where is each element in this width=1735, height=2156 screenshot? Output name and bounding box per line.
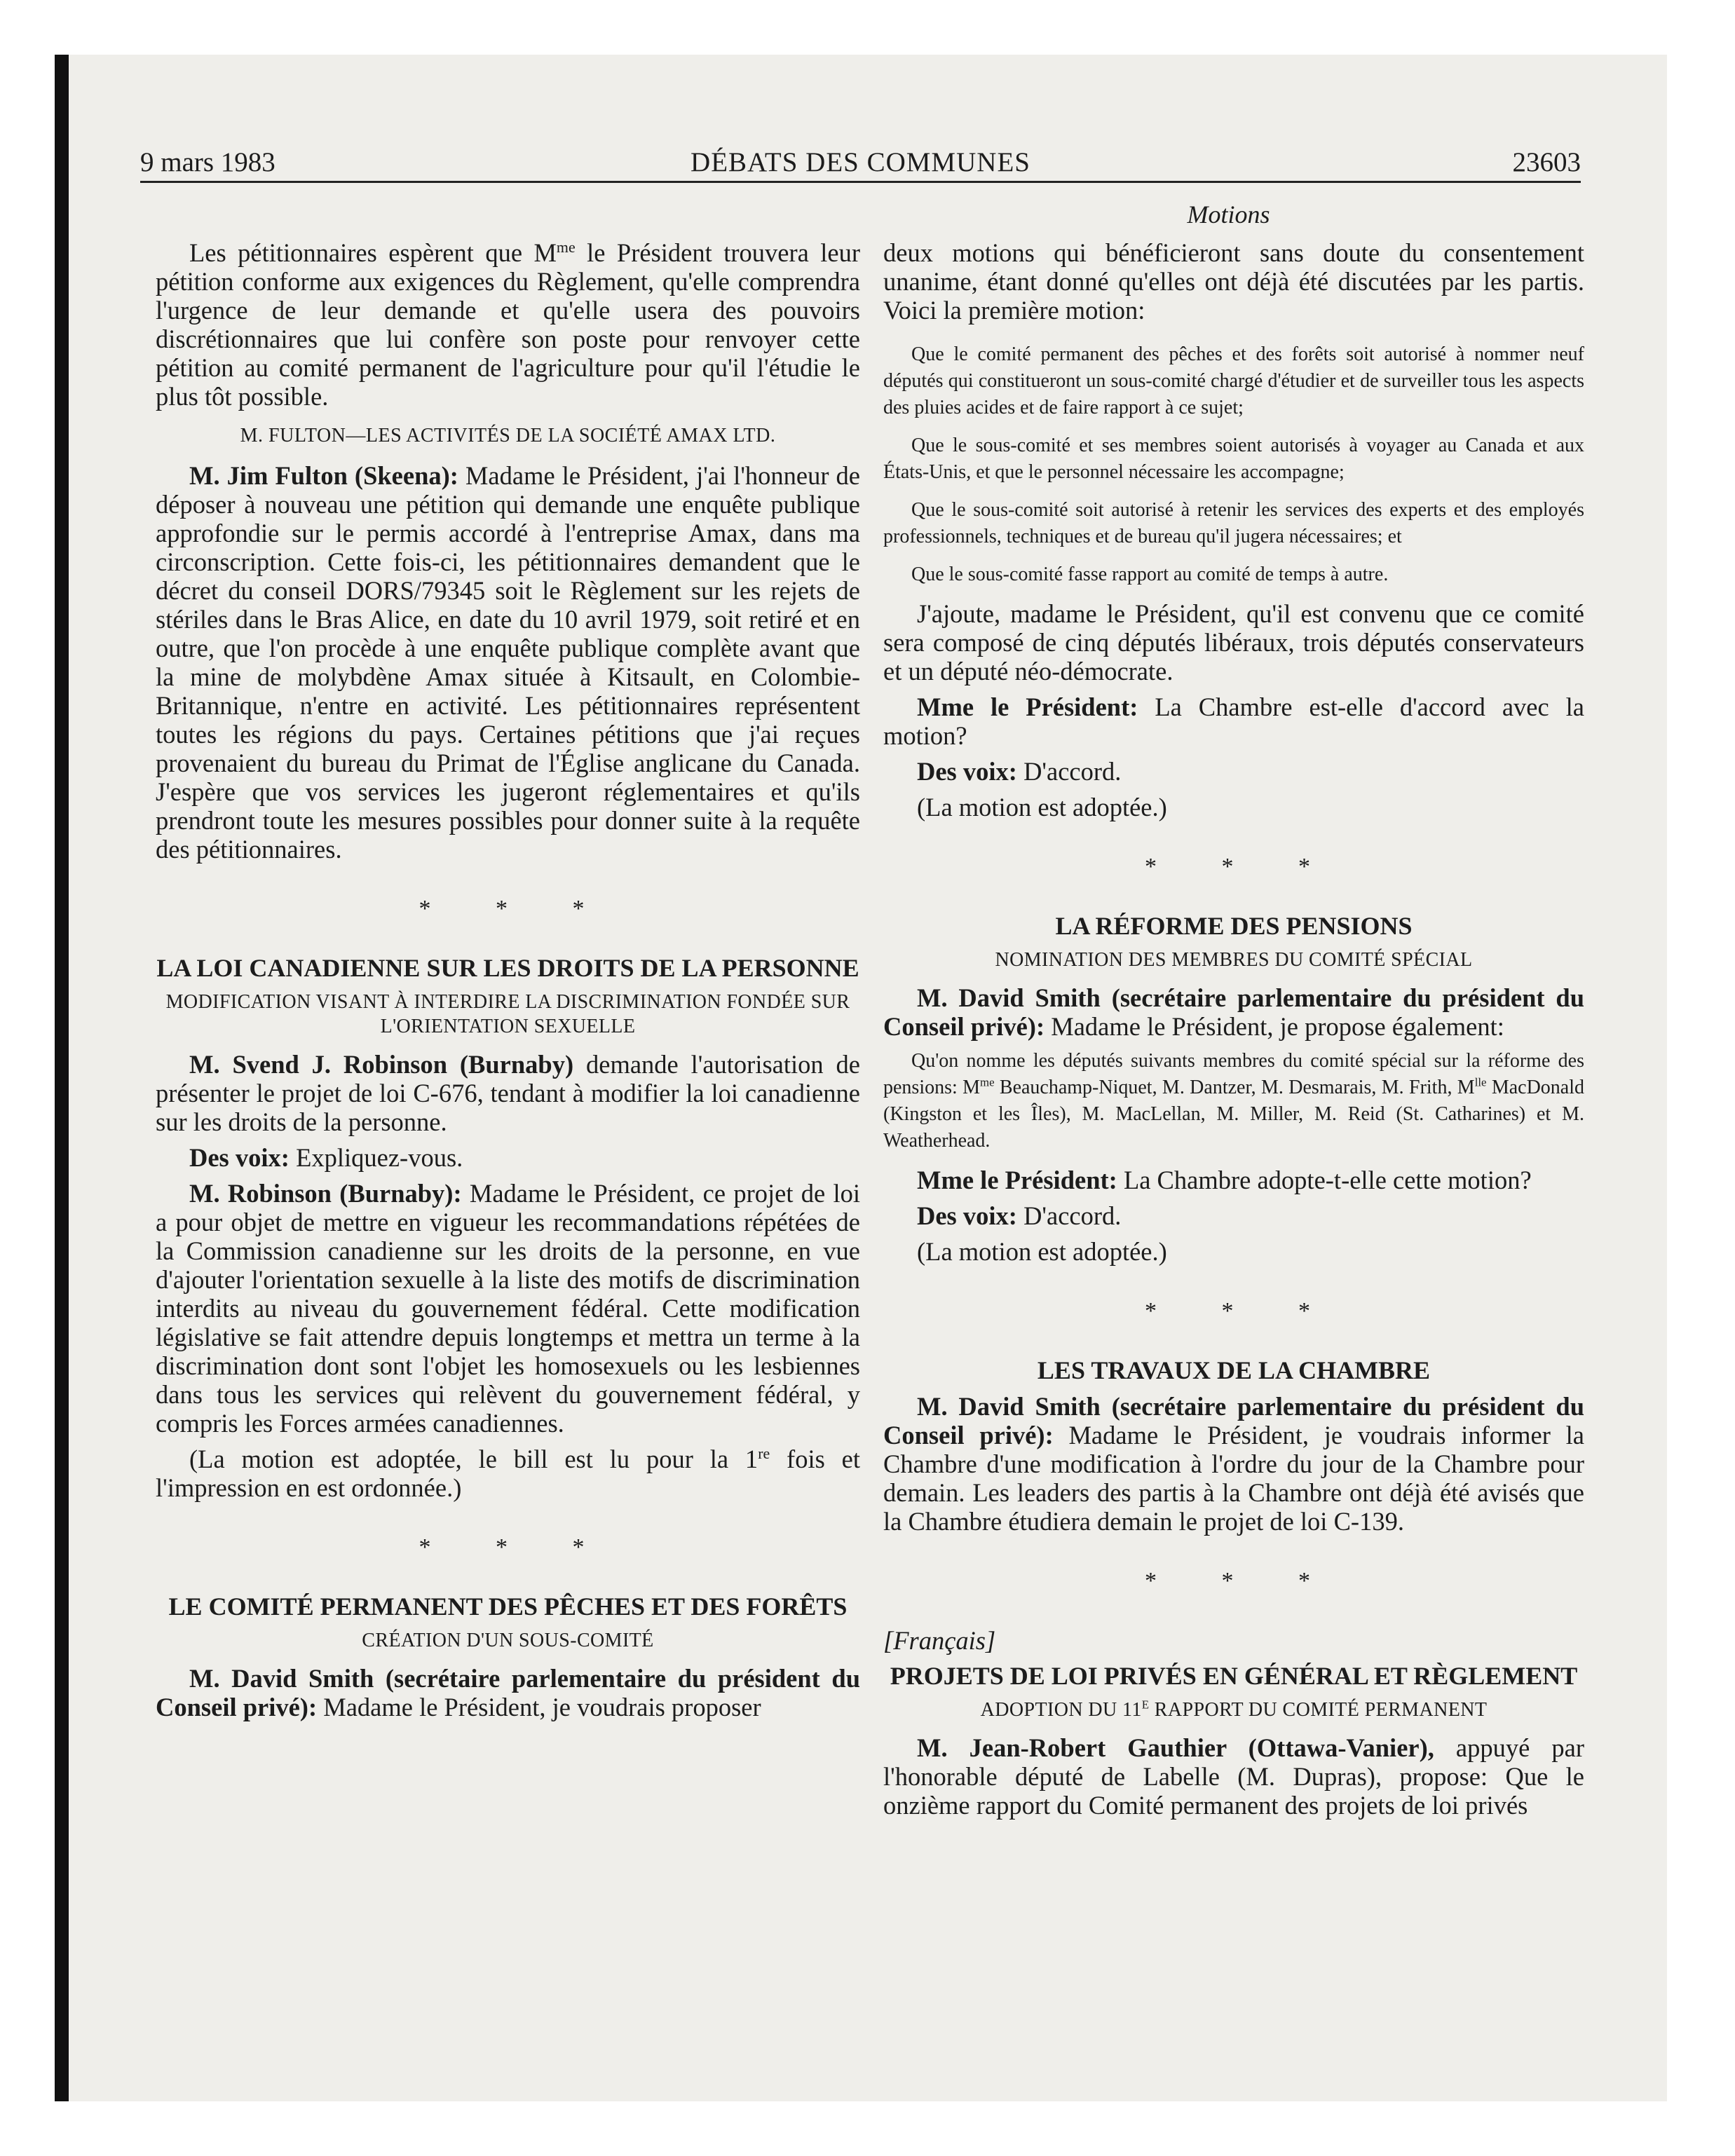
voices-agree-paragraph-2: Des voix: D'accord.	[917, 1201, 1122, 1230]
motion-item-4: Que le sous-comité fasse rapport au comité de temps à autre.	[911, 564, 1389, 585]
smith-motion-paragraph: M. David Smith (secrétaire parlementaire du président du Conseil privé): Madame le Président, je voudrais proposer	[156, 1664, 860, 1721]
speaker-robinson: M. Svend J. Robinson (Burnaby)	[189, 1050, 574, 1079]
peches-subheading: CRÉATION D'UN SOUS-COMITÉ	[362, 1630, 654, 1651]
smith-pensions-paragraph: M. David Smith (secrétaire parlementaire du président du Conseil privé): Madame le Président, je propose également:	[883, 983, 1584, 1041]
pensions-subheading: NOMINATION DES MEMBRES DU COMITÉ SPÉCIAL	[995, 949, 1473, 971]
right-column	[883, 238, 1584, 1827]
composition-paragraph: J'ajoute, madame le Président, qu'il est convenu que ce comité sera composé de cinq députés libéraux, trois députés conservateurs et un député néo-démocrate.	[883, 599, 1584, 685]
fulton-heading: M. FULTON—LES ACTIVITÉS DE LA SOCIÉTÉ AMAX LTD.	[240, 425, 776, 446]
speaker-voices: Des voix:	[189, 1143, 290, 1172]
robinson-request-paragraph: M. Svend J. Robinson (Burnaby) demande l'autorisation de présenter le projet de loi C-676, tendant à modifier la loi canadienne sur les droits de la personne.	[156, 1050, 860, 1136]
speaker-robinson-2: M. Robinson (Burnaby):	[189, 1179, 462, 1208]
speaker-president-2: Mme le Président:	[917, 1166, 1117, 1194]
motions-intro-paragraph: deux motions qui bénéficieront sans doute du consentement unanime, étant donné qu'elles ont déjà été discutées par les partis. Voici la première motion:	[883, 238, 1584, 325]
speaker-voices-3: Des voix:	[917, 1201, 1017, 1230]
header-section: Motions	[1187, 200, 1270, 228]
pensions-motion-text: Qu'on nomme les députés suivants membres du comité spécial sur la réforme des pensions: $M^{me}$ Beauchamp-Niquet, M. Dantzer, M. Desmarais, M. Frith, $M^{lle}$ MacDonald (Kingston et les Îles), M. MacLellan, M. Miller, M. Reid (St. Catharines) et M. Weatherhead.	[883, 1050, 1585, 1152]
fulton-paragraph: M. Jim Fulton (Skeena): Madame le Président, j'ai l'honneur de déposer à nouveau une pétition qui demande une enquête publique approfondie sur le permis accordé à l'entreprise Amax, dans ma circonscription. Cette fois-ci, les pétitionnaires demandent que le décret du conseil DORS/79345 soit le Règlement sur les rejets de stériles dans le Bras Alice, en date du 10 avril 1979, soit retiré et en outre, que l'on procède à une enquête publique complète avant que la mine de molybdène Amax située à Kitsault, en Colombie-Britannique, n'entre en activité. Les pétitionnaires représentent toutes les régions du pays. Certaines pétitions que j'ai reçues provenaient du bureau du Primat de l'Église anglicane du Canada. J'espère que vos services les jugeront réglementaires et qu'ils prendront toute les mesures possibles pour donner suite à la requête des pétitionnaires.	[156, 461, 860, 864]
speaker-voices-2: Des voix:	[917, 757, 1017, 786]
pensions-heading: LA RÉFORME DES PENSIONS	[1055, 912, 1413, 940]
header-title: DÉBATS DES COMMUNES	[690, 147, 1030, 177]
section-divider-3: * * *	[1145, 854, 1340, 880]
speaker-president: Mme le Président:	[917, 692, 1138, 721]
section-divider-4: * * *	[1145, 1298, 1340, 1324]
voices-paragraph: Des voix: Expliquez-vous.	[189, 1143, 463, 1172]
motion-adopted-paragraph-2: (La motion est adoptée.)	[917, 793, 1167, 821]
section-divider: * * *	[419, 896, 614, 922]
speaker-fulton: M. Jim Fulton (Skeena):	[189, 461, 458, 490]
petition-paragraph: Les pétitionnaires espèrent que $M^{me}$ le Président trouvera leur pétition conforme aux exigences du Règlement, qu'elle comprendra l'urgence de leur demande et qu'elle usera des pouvoirs discrétionnaires que lui confère son poste pour renvoyer cette pétition au comité permanent de l'agriculture pour qu'il l'étudie le plus tôt possible.	[156, 238, 860, 411]
projets-subheading: ADOPTION DU $11^E$ RAPPORT DU COMITÉ PERMANENT	[980, 1698, 1488, 1721]
section-divider-5: * * *	[1145, 1568, 1340, 1594]
gauthier-paragraph: M. Jean-Robert Gauthier (Ottawa-Vanier), appuyé par l'honorable député de Labelle (M. Dupras), propose: Que le onzième rapport du Comité permanent des projets de loi privés	[883, 1733, 1584, 1820]
loi-heading: LA LOI CANADIENNE SUR LES DROITS DE LA PERSONNE	[156, 954, 859, 982]
speaker-smith-3: M. David Smith (secrétaire parlementaire du président du Conseil privé):	[883, 1392, 1584, 1449]
projets-heading: PROJETS DE LOI PRIVÉS EN GÉNÉRAL ET RÈGLEMENT	[890, 1662, 1578, 1690]
smith-travaux-paragraph: M. David Smith (secrétaire parlementaire du président du Conseil privé): Madame le Président, je voudrais informer la Chambre d'une modification à l'ordre du jour de la Chambre pour demain. Les leaders des partis à la Chambre ont déjà été avisés que la Chambre étudiera demain le projet de loi C-139.	[883, 1392, 1584, 1536]
speaker-smith-2: M. David Smith (secrétaire parlementaire du président du Conseil privé):	[883, 983, 1584, 1041]
language-marker: [Français]	[883, 1626, 996, 1655]
speaker-gauthier: M. Jean-Robert Gauthier (Ottawa-Vanier),	[917, 1733, 1434, 1762]
header-page-number: 23603	[1512, 147, 1581, 177]
president-question-paragraph-2: Mme le Président: La Chambre adopte-t-elle cette motion?	[917, 1166, 1532, 1194]
section-divider-2: * * *	[419, 1534, 614, 1560]
motion-item-3: Que le sous-comité soit autorisé à retenir les services des experts et des employés professionnels, techniques et de bureau qu'il jugera nécessaires; et	[883, 499, 1584, 547]
travaux-heading: LES TRAVAUX DE LA CHAMBRE	[1037, 1356, 1431, 1384]
motion-item-2: Que le sous-comité et ses membres soient autorisés à voyager au Canada et aux États-Unis, et que le personnel nécessaire les accompagne;	[883, 435, 1584, 483]
motion-item-1: Que le comité permanent des pêches et des forêts soit autorisé à nommer neuf députés qui constitueront un sous-comité chargé d'étudier et de surveiller tous les aspects des pluies acides et de faire rapport à ce sujet;	[883, 343, 1584, 418]
motion-adopted-paragraph-3: (La motion est adoptée.)	[917, 1237, 1167, 1266]
left-column	[156, 238, 860, 1728]
speaker-smith: M. David Smith (secrétaire parlementaire du président du Conseil privé):	[156, 1664, 860, 1721]
header-date: 9 mars 1983	[140, 147, 275, 177]
voices-agree-paragraph: Des voix: D'accord.	[917, 757, 1122, 786]
loi-subheading: MODIFICATION VISANT À INTERDIRE LA DISCRIMINATION FONDÉE SUR L'ORIENTATION SEXUELLE	[165, 991, 850, 1037]
robinson-speech-paragraph: M. Robinson (Burnaby): Madame le Président, ce projet de loi a pour objet de mettre en vigueur les recommandations répétées de la Commission canadienne sur les droits de la personne, en vue d'ajouter l'orientation sexuelle à la liste des motifs de discrimination interdits au niveau du gouvernement fédéral. Cette modification législative se fait attendre depuis longtemps et mettra un terme à la discrimination dont sont l'objet les homosexuels ou les lesbiennes dans tous les services qui relèvent du gouvernement fédéral, y compris les Forces armées canadiennes.	[156, 1179, 860, 1438]
president-question-paragraph: Mme le Président: La Chambre est-elle d'accord avec la motion?	[883, 692, 1584, 750]
peches-heading: LE COMITÉ PERMANENT DES PÊCHES ET DES FORÊTS	[168, 1592, 848, 1621]
header-rule	[140, 181, 1581, 183]
motion-adopted-paragraph: (La motion est adoptée, le bill est lu pour la 1re fois et l'impression en est ordonnée.)	[156, 1444, 860, 1502]
